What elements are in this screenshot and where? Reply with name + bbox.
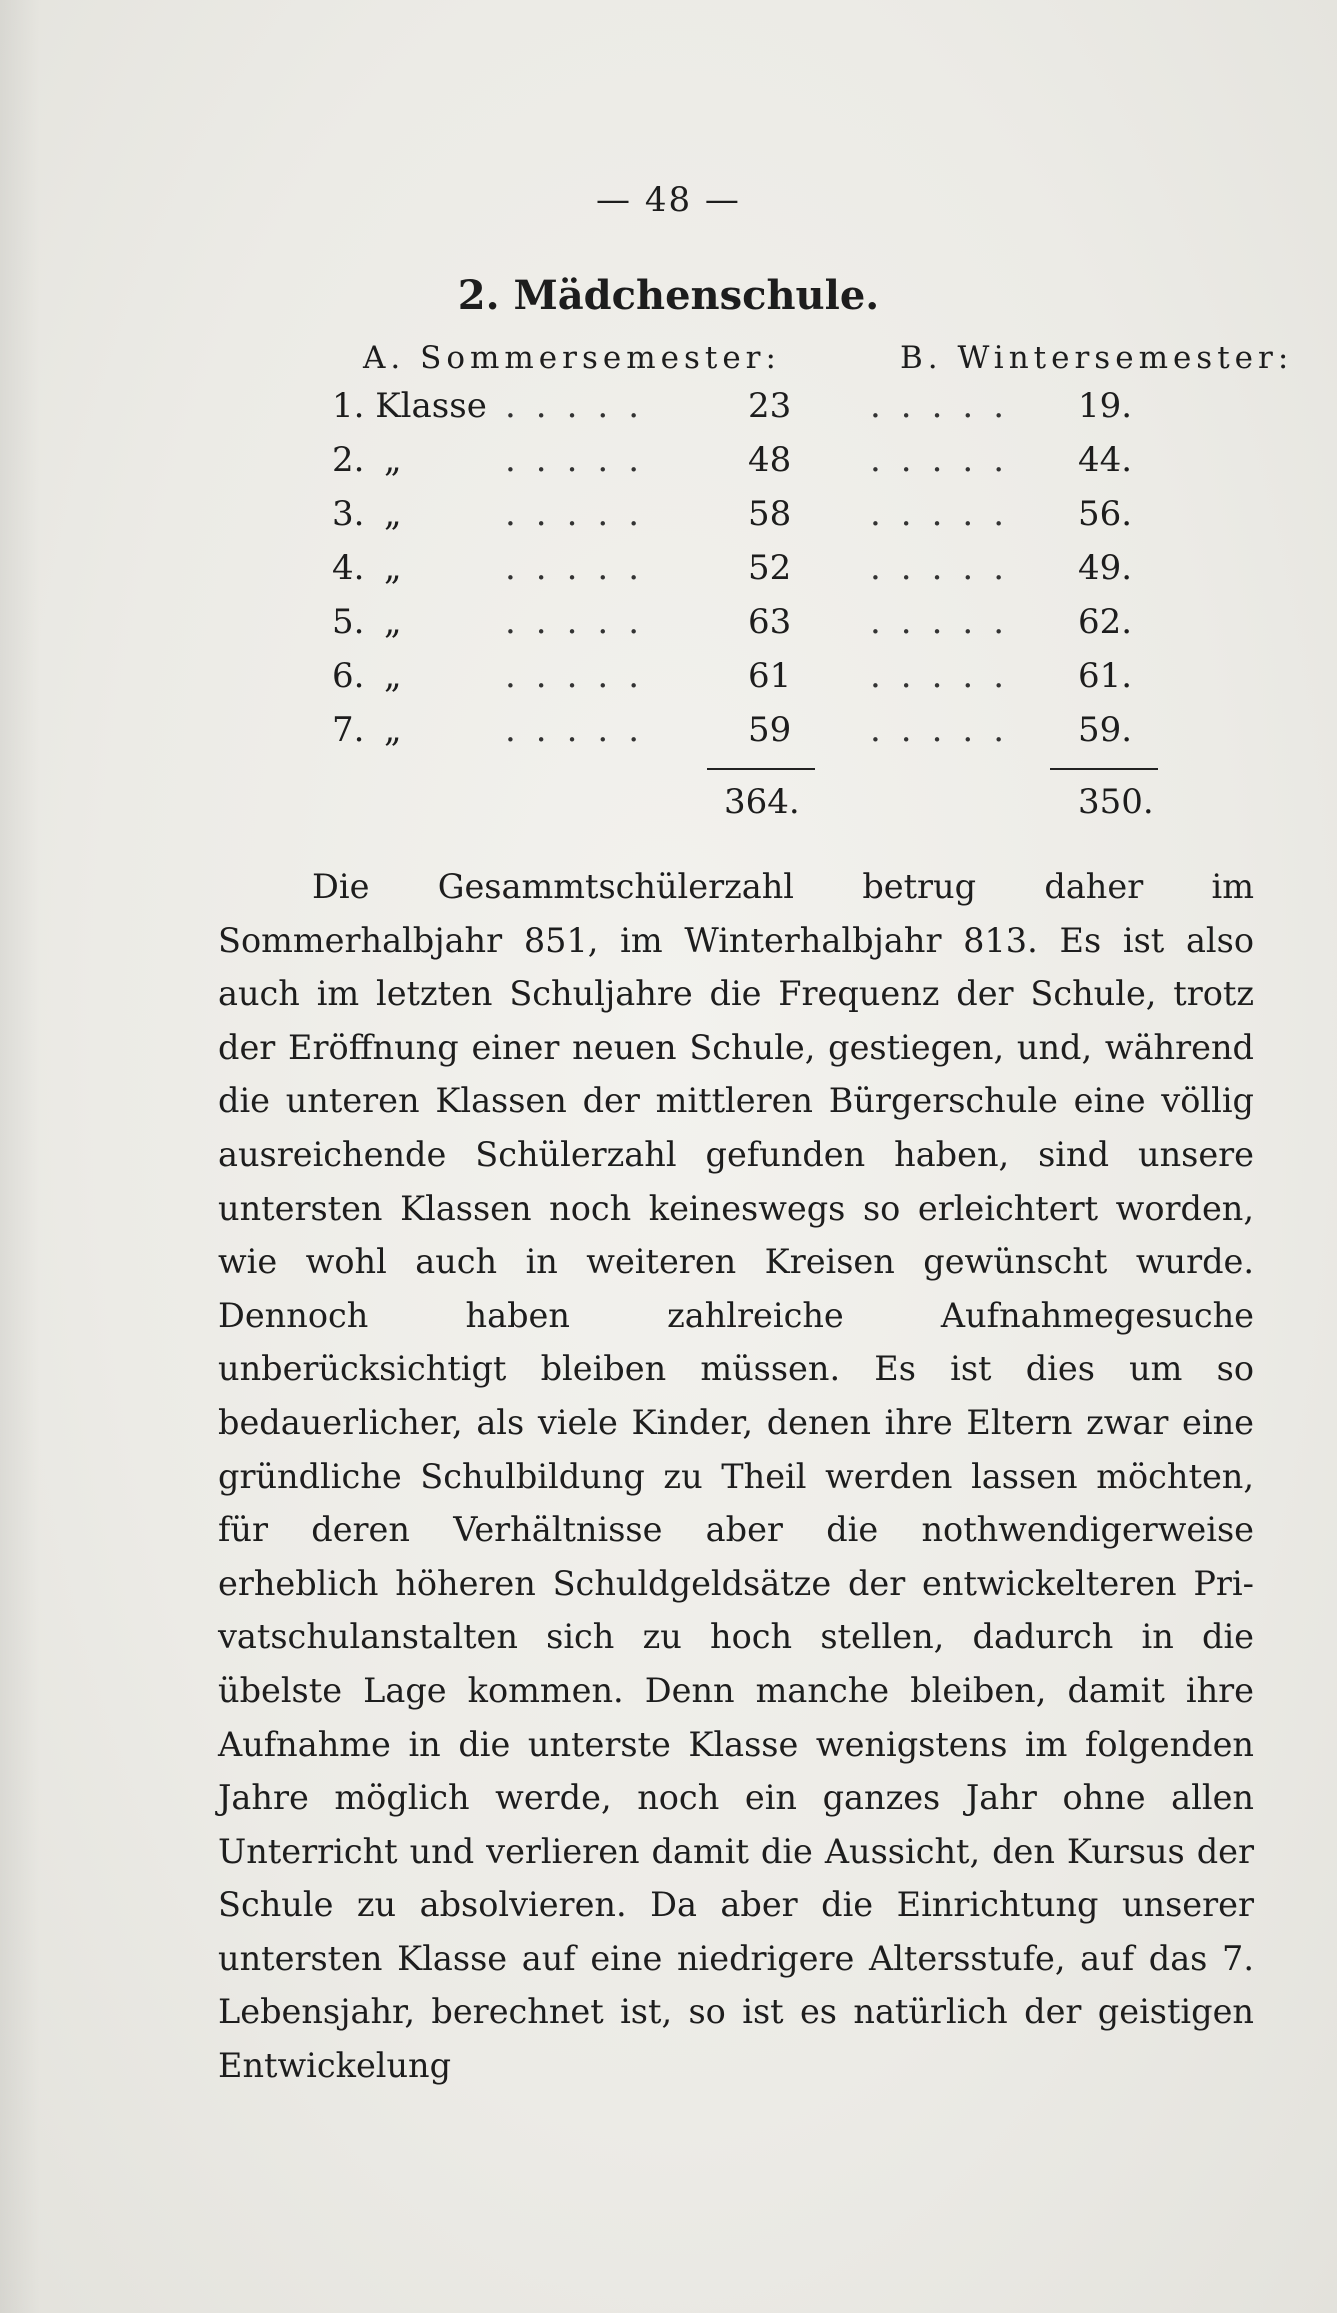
summer-value: 58 — [748, 494, 792, 534]
summer-value: 52 — [748, 548, 792, 588]
table-row — [0, 542, 1337, 594]
winter-total: 350. — [1078, 782, 1154, 822]
leader-dots: ..... — [870, 440, 1025, 480]
summer-value: 61 — [748, 656, 792, 696]
leader-dots: ..... — [870, 386, 1025, 426]
table-row — [0, 380, 1337, 432]
row-label: 6. — [332, 656, 365, 696]
winter-value: 61. — [1078, 656, 1133, 696]
ditto-mark: „ — [384, 656, 402, 696]
leader-dots: ..... — [505, 548, 660, 588]
leader-dots: ..... — [870, 548, 1025, 588]
section-heading: 2. Mädchenschule. — [457, 272, 880, 319]
leader-dots: ..... — [505, 656, 660, 696]
summer-value: 63 — [748, 602, 792, 642]
table-row — [0, 596, 1337, 648]
leader-dots: ..... — [870, 710, 1025, 750]
body-paragraph: Die Gesammtschülerzahl betrug daher im Sommerhalbjahr 851, im Winterhalbjahr 813. Es ist also auch im letzten Schuljahre die Frequenz der Schule, trotz der Eröffnung einer neuen Schule, gestiegen, und, während die unteren Klassen der mittleren Bürgerschule eine völlig ausreichende Schülerzahl gefunden haben, sind unsere untersten Klassen noch keineswegs so erleichtert worden, wie wohl auch in weiteren Kreisen gewünscht wurde. Dennoch haben zahlreiche Aufnahmegesuche unberücksichtigt bleiben müssen. Es ist dies um so bedauerlicher, als viele Kinder, denen ihre Eltern zwar eine gründliche Schulbildung zu Theil werden lassen möchten, für deren Verhältnisse aber die nothwendigerweise erheblich höheren Schuldgeldsätze der entwickelteren Privatschulanstalten sich zu hoch stellen, dadurch in die übelste Lage kommen. Denn manche bleiben, damit ihre Aufnahme in die unterste Klasse wenigstens im folgenden Jahre möglich werde, noch ein ganzes Jahr ohne allen Unterricht und verlieren damit die Aussicht, den Kursus der Schule zu absolvieren. Da aber die Einrichtung unserer untersten Klasse auf eine niedrigere Altersstufe, auf das 7. Lebensjahr, berechnet ist, so ist es natürlich der geistigen Entwickelung — [218, 867, 1254, 2086]
summer-value: 23 — [748, 386, 792, 426]
leader-dots: ..... — [870, 494, 1025, 534]
leader-dots: ..... — [505, 440, 660, 480]
summer-total: 364. — [724, 782, 800, 822]
ditto-mark: „ — [384, 494, 402, 534]
winter-value: 19. — [1078, 386, 1133, 426]
leader-dots: ..... — [870, 656, 1025, 696]
row-label: 4. — [332, 548, 365, 588]
row-label: 5. — [332, 602, 365, 642]
row-label: 7. — [332, 710, 365, 750]
table-row — [0, 704, 1337, 756]
winter-value: 62. — [1078, 602, 1133, 642]
winter-value: 59. — [1078, 710, 1133, 750]
semester-b-label: B. Wintersemester: — [900, 340, 1294, 376]
row-label: 3. — [332, 494, 365, 534]
table-row — [0, 650, 1337, 702]
summer-value: 59 — [748, 710, 792, 750]
leader-dots: ..... — [505, 386, 660, 426]
row-label: 1. Klasse — [332, 386, 487, 426]
summer-sum-line — [707, 768, 815, 770]
page-number: — 48 — — [596, 180, 741, 220]
winter-value: 49. — [1078, 548, 1133, 588]
page-edge-shadow — [0, 0, 40, 2313]
table-row — [0, 488, 1337, 540]
ditto-mark: „ — [384, 548, 402, 588]
winter-sum-line — [1050, 768, 1158, 770]
row-label: 2. — [332, 440, 365, 480]
ditto-mark: „ — [384, 710, 402, 750]
leader-dots: ..... — [505, 710, 660, 750]
leader-dots: ..... — [870, 602, 1025, 642]
table-row — [0, 434, 1337, 486]
winter-value: 44. — [1078, 440, 1133, 480]
summer-value: 48 — [748, 440, 792, 480]
ditto-mark: „ — [384, 440, 402, 480]
leader-dots: ..... — [505, 494, 660, 534]
winter-value: 56. — [1078, 494, 1133, 534]
leader-dots: ..... — [505, 602, 660, 642]
semester-a-label: A. Sommersemester: — [363, 340, 781, 376]
ditto-mark: „ — [384, 602, 402, 642]
